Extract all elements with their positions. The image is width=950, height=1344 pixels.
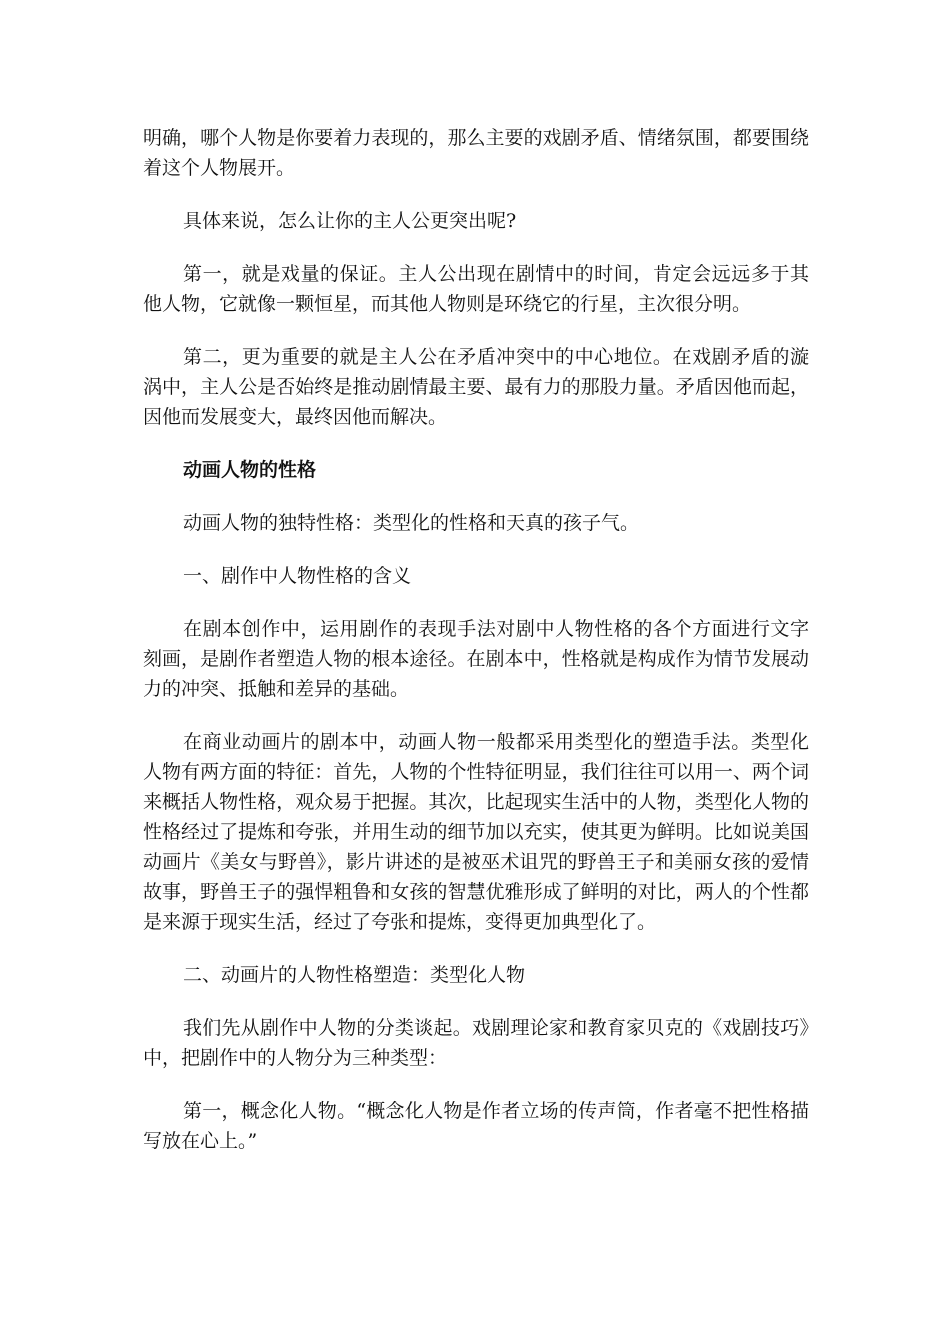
section-heading: 动画人物的性格 <box>183 459 317 481</box>
document-body <box>143 123 809 1179</box>
paragraph: 我们先从剧作中人物的分类谈起。戏剧理论家和教育家贝克的《戏剧技巧》中，把剧作中的人物分为三种类型： <box>143 1017 809 1069</box>
paragraph: 第二，更为重要的就是主人公在矛盾冲突中的中心地位。在戏剧矛盾的漩涡中，主人公是否始终是推动剧情最主要、最有力的那股力量。矛盾因他而起，因他而发展变大，最终因他而解决。 <box>143 346 809 428</box>
paragraph: 明确，哪个人物是你要着力表现的，那么主要的戏剧矛盾、情绪氛围，都要围绕着这个人物展开。 <box>143 127 809 179</box>
paragraph: 在剧本创作中，运用剧作的表现手法对剧中人物性格的各个方面进行文字刻画，是剧作者塑造人物的根本途径。在剧本中，性格就是构成作为情节发展动力的冲突、抵触和差异的基础。 <box>143 618 809 700</box>
paragraph: 第一，就是戏量的保证。主人公出现在剧情中的时间，肯定会远远多于其他人物，它就像一颗恒星，而其他人物则是环绕它的行星，主次很分明。 <box>143 263 809 315</box>
paragraph: 动画人物的独特性格：类型化的性格和天真的孩子气。 <box>183 512 640 534</box>
paragraph: 第一，概念化人物。“概念化人物是作者立场的传声筒，作者毫不把性格描写放在心上。” <box>143 1100 809 1152</box>
paragraph: 具体来说，怎么让你的主人公更突出呢? <box>183 210 517 232</box>
paragraph: 一、剧作中人物性格的含义 <box>183 565 412 587</box>
paragraph: 二、动画片的人物性格塑造：类型化人物 <box>183 964 526 986</box>
paragraph: 在商业动画片的剧本中，动画人物一般都采用类型化的塑造手法。类型化人物有两方面的特征：首先，人物的个性特征明显，我们往往可以用一、两个词来概括人物性格，观众易于把握。其次，比起现实生活中的人物，类型化人物的性格经过了提炼和夸张，并用生动的细节加以充实，使其更为鲜明。比如说美国动画片《美女与野兽》，影片讲述的是被巫术诅咒的野兽王子和美丽女孩的爱情故事，野兽王子的强悍粗鲁和女孩的智慧优雅形成了鲜明的对比，两人的个性都是来源于现实生活，经过了夸张和提炼，变得更加典型化了。 <box>143 731 809 933</box>
